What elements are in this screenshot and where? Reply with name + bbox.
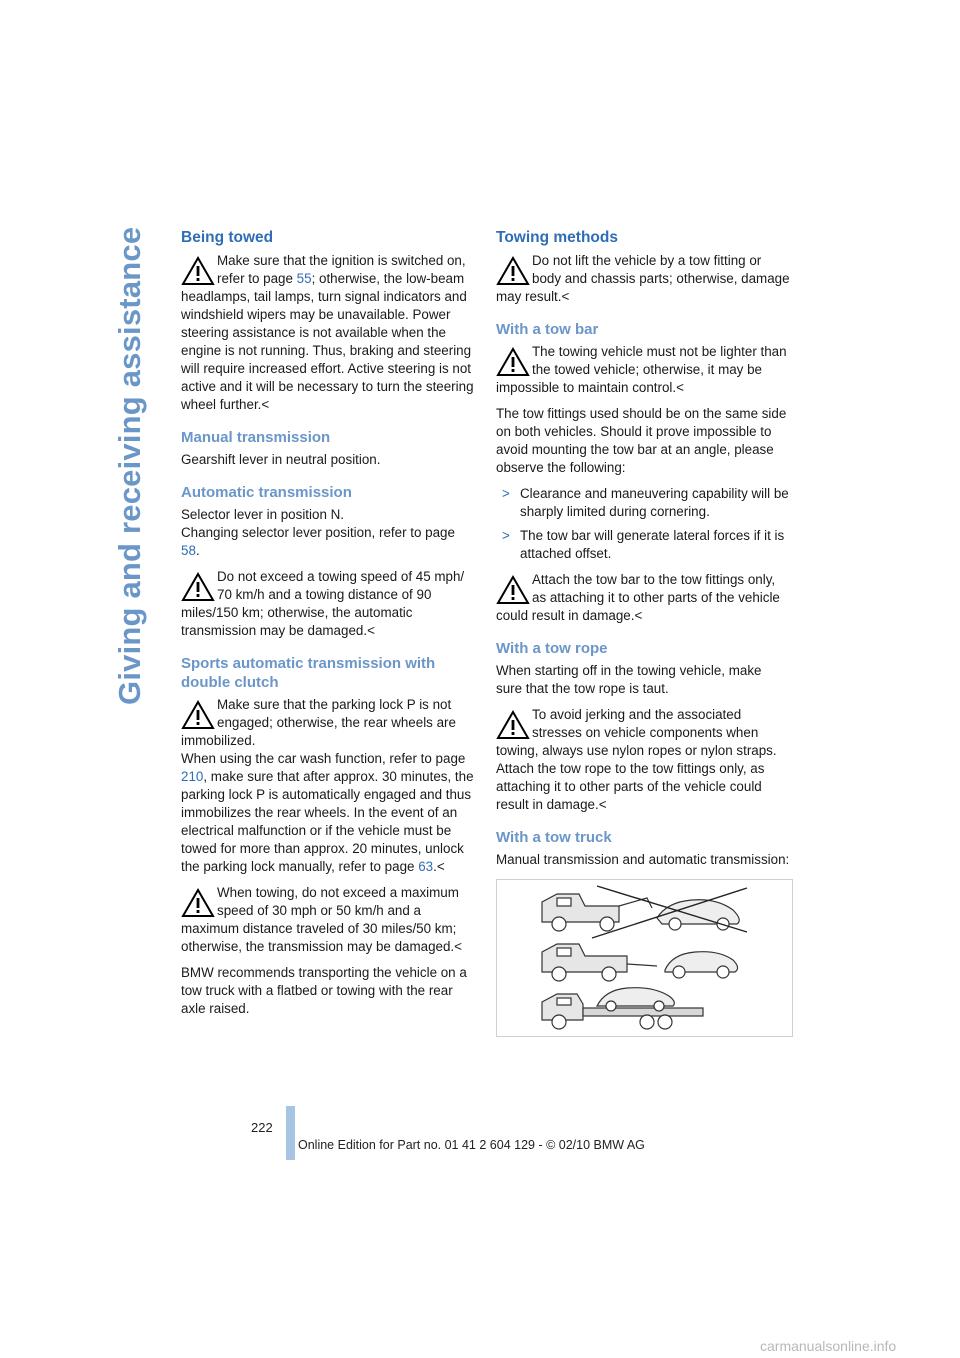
warning-sports-1 — [181, 696, 476, 876]
warning-sports-text-2: When towing, do not exceed a maximum speed of 30 mph or 50 km/h and a maximum distance traveled of 30 miles/50 km; otherwise, the transmission may be damaged.< — [181, 885, 462, 954]
warning-automatic — [181, 568, 476, 640]
tow-truck-illustration — [496, 879, 793, 1037]
tow-bar-list — [496, 485, 791, 563]
chapter-sidebar-title — [104, 210, 164, 710]
chapter-title: Giving and receiving assistance — [112, 226, 147, 705]
bullet-mark: > — [502, 486, 510, 501]
automatic-line2-prefix: Changing selector lever position, refer to page — [181, 525, 455, 540]
list-item-text: The tow bar will generate lateral forces if it is attached offset. — [520, 528, 785, 561]
page-link-210[interactable]: 210 — [181, 769, 204, 784]
warning-being-towed — [181, 252, 476, 414]
sports-cont-suffix: .< — [433, 859, 445, 874]
tow-truck-paragraph: Manual transmission and automatic transmission: — [496, 852, 790, 867]
tow-bar-paragraph: The tow fittings used should be on the same side on both vehicles. Should it prove impossible to avoid mounting the tow bar at an angle, please observe the following: — [496, 406, 787, 475]
left-column — [181, 228, 476, 1026]
heading-tow-bar: With a tow bar — [496, 321, 599, 338]
tow-rope-paragraph: When starting off in the towing vehicle, make sure that the tow rope is taut. — [496, 663, 762, 696]
warning-triangle-icon — [496, 575, 530, 605]
bmw-recommendation: BMW recommends transporting the vehicle on a tow truck with a flatbed or towing with the rear axle raised. — [181, 965, 467, 1016]
warning-triangle-icon — [181, 700, 215, 730]
warning-tow-rope-text: To avoid jerking and the associated stresses on vehicle components when towing, always use nylon ropes or nylon straps. Attach the tow rope to the tow fittings only, as attaching it to other parts of the vehicle could result in damage.< — [496, 707, 777, 812]
page-link-58[interactable]: 58 — [181, 543, 196, 558]
warning-triangle-icon — [181, 888, 215, 918]
warning-triangle-icon — [496, 710, 530, 740]
warning-text-suffix: ; otherwise, the low-beam headlamps, tail lamps, turn signal indicators and windshield wipers may be unavailable. Power steering assistance is not available when the engine is not running. Thus, braking and steering will require increased effort. Active steering is not active and it will be necessary to turn the steering wheel further.< — [181, 271, 474, 412]
footer-accent-bar — [286, 1106, 295, 1160]
warning-triangle-icon — [496, 256, 530, 286]
warning-automatic-text: Do not exceed a towing speed of 45 mph/ 70 km/h and a towing distance of 90 miles/150 km; otherwise, the automatic transmission may be damaged.< — [181, 569, 465, 638]
heading-tow-rope: With a tow rope — [496, 640, 608, 657]
warning-sports-2 — [181, 884, 476, 956]
list-item-text: Clearance and maneuvering capability will be sharply limited during cornering. — [520, 486, 789, 519]
warning-triangle-icon — [496, 347, 530, 377]
automatic-line1: Selector lever in position N. — [181, 507, 344, 522]
warning-text-prefix: Make sure that the ignition is switched on, refer to page — [217, 253, 466, 286]
list-item — [496, 527, 791, 563]
warning-towing-methods — [496, 252, 791, 306]
heading-manual-transmission: Manual transmission — [181, 429, 331, 446]
manual-transmission-text: Gearshift lever in neutral position. — [181, 452, 381, 467]
warning-sports-text-1: Make sure that the parking lock P is not engaged; otherwise, the rear wheels are immobilized. — [181, 697, 456, 748]
heading-being-towed: Being towed — [181, 229, 274, 246]
heading-towing-methods: Towing methods — [496, 229, 618, 246]
automatic-transmission-text — [181, 506, 476, 560]
page-link-55[interactable]: 55 — [296, 271, 312, 286]
warning-tow-rope — [496, 706, 791, 814]
warning-tow-bar-1 — [496, 343, 791, 397]
sports-cont-middle: , make sure that after approx. 30 minutes, the parking lock P is automatically engaged and thus immobilizes the rear wheels. In the event of an electrical malfunction or if the vehicle must be towed for more than approx. 20 minutes, unlock the parking lock manually, refer to page — [181, 769, 474, 874]
page-link-63[interactable]: 63 — [418, 859, 434, 874]
warning-towing-methods-text: Do not lift the vehicle by a tow fitting or body and chassis parts; otherwise, damage may result.< — [496, 253, 790, 304]
warning-tow-bar-2 — [496, 571, 791, 625]
list-item — [496, 485, 791, 521]
warning-triangle-icon — [181, 572, 215, 602]
right-column — [496, 228, 791, 1037]
page-number: 222 — [251, 1120, 273, 1135]
heading-tow-truck: With a tow truck — [496, 829, 612, 846]
heading-sports-automatic: Sports automatic transmission with double clutch — [181, 655, 436, 691]
automatic-line2-suffix: . — [195, 543, 200, 558]
watermark: carmanualsonline.info — [760, 1338, 897, 1354]
warning-triangle-icon — [181, 256, 215, 286]
footer-edition: Online Edition for Part no. 01 41 2 604 129 - © 02/10 BMW AG — [298, 1138, 645, 1152]
bullet-mark: > — [502, 528, 510, 543]
tow-methods-diagram — [497, 880, 792, 1036]
sports-cont-prefix: When using the car wash function, refer to page — [181, 751, 466, 766]
heading-automatic-transmission: Automatic transmission — [181, 484, 352, 501]
warning-tow-bar-text-2: Attach the tow bar to the tow fittings only, as attaching it to other parts of the vehicle could result in damage.< — [496, 572, 780, 623]
tow-truck-row-2 — [542, 944, 738, 981]
warning-tow-bar-text-1: The towing vehicle must not be lighter than the towed vehicle; otherwise, it may be impossible to maintain control.< — [496, 344, 787, 395]
flatbed-truck-row-3 — [542, 988, 703, 1029]
